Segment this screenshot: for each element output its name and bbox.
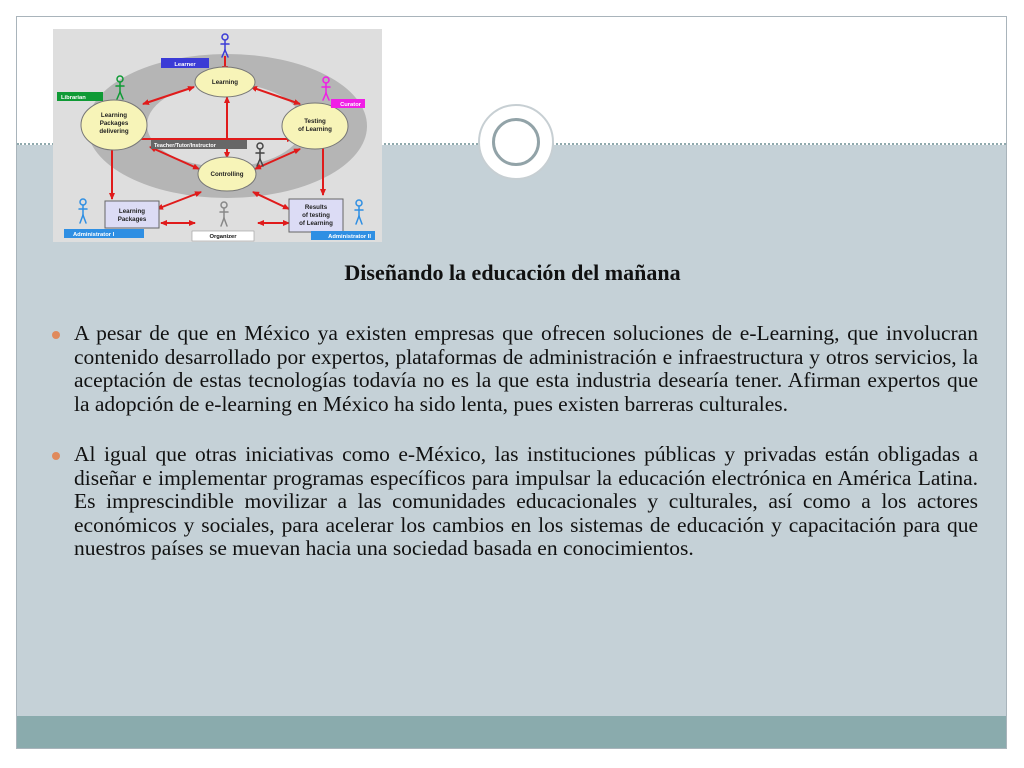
svg-text:of Learning: of Learning: [299, 220, 333, 227]
svg-text:Learning: Learning: [100, 112, 128, 119]
svg-text:Packages: Packages: [99, 120, 129, 127]
bullet-dot-icon: [52, 331, 60, 339]
svg-text:Learning: Learning: [118, 208, 146, 215]
elearning-roles-diagram: [53, 29, 382, 242]
svg-text:Testing: Testing: [304, 118, 326, 125]
bullet-item: [52, 443, 978, 561]
svg-text:delivering: delivering: [99, 128, 129, 135]
svg-text:Librarian: Librarian: [61, 95, 86, 101]
svg-text:Organizer: Organizer: [209, 234, 237, 240]
slide-frame: [16, 16, 1007, 749]
svg-text:Curator: Curator: [340, 102, 361, 108]
bullet-text: A pesar de que en México ya existen empresas que ofrecen soluciones de e-Learning, que involucran contenido desarrollado por expertos, plataformas de administración e infraestructura y otros servicios, la aceptación de estas tecnologías todavía no es la que esta industria desearía tener. Afirman expertos que la adopción de e-learning en México ha sido lenta, pues existen barreras culturales.: [74, 321, 978, 416]
svg-text:Teacher/Tutor/Instructor: Teacher/Tutor/Instructor: [154, 143, 216, 149]
svg-text:Learner: Learner: [174, 62, 196, 68]
slide-title: Diseñando la educación del mañana: [344, 260, 681, 285]
svg-text:Administrator I: Administrator I: [73, 232, 115, 238]
bullet-list: [52, 322, 978, 588]
footer-band: [17, 716, 1006, 749]
svg-text:of testing: of testing: [302, 212, 330, 219]
svg-text:Controlling: Controlling: [210, 171, 244, 178]
bullet-item: [52, 322, 978, 416]
decorative-ring: [478, 104, 554, 180]
svg-text:Packages: Packages: [117, 216, 147, 223]
bullet-text: Al igual que otras iniciativas como e-México, las instituciones públicas y privadas están obligadas a diseñar e implementar programas específicos para impulsar la educación electrónica en América Latina. Es imprescindible movilizar a las comunidades educacionales y culturales, así como a los actores económicos y sociales, para acelerar los cambios en los sistemas de educación y capacitación para que nuestros países se muevan hacia una sociedad basada en conocimientos.: [74, 442, 978, 560]
svg-text:Administrator II: Administrator II: [328, 234, 371, 240]
node-learning-label: Learning: [211, 79, 239, 86]
svg-text:of Learning: of Learning: [298, 126, 332, 133]
bullet-dot-icon: [52, 452, 60, 460]
svg-text:Results: Results: [304, 204, 328, 211]
